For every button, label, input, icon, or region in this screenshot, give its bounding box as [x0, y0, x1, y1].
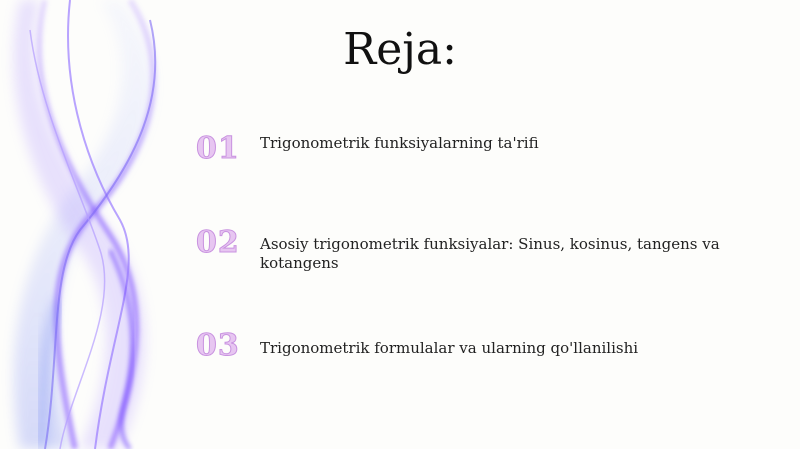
item-text-3: Trigonometrik formulalar va ularning qo'llanilishi: [260, 339, 639, 357]
item-number-1: 01: [196, 131, 240, 166]
purple-smoke-decoration: [0, 0, 200, 449]
item-number-2: 02: [196, 225, 240, 260]
slide-title: Reja:: [343, 24, 457, 75]
item-number-3: 03: [196, 328, 240, 363]
item-text-1: Trigonometrik funksiyalarning ta'rifi: [260, 134, 539, 152]
item-text-2: Asosiy trigonometrik funksiyalar: Sinus, kosinus, tangens va kotangens: [260, 235, 720, 272]
